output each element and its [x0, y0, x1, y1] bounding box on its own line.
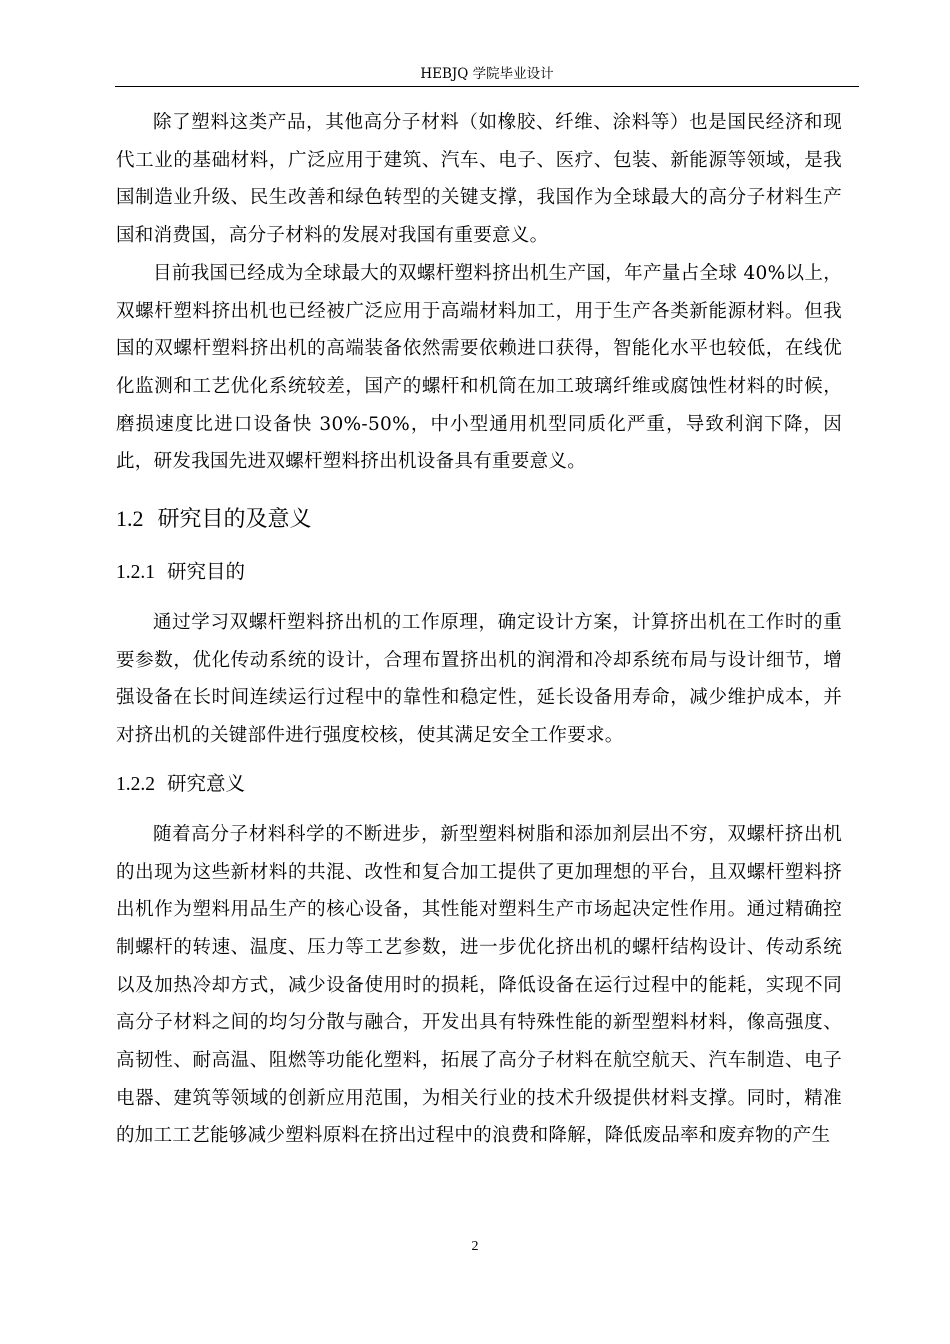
- paragraph-research-purpose: 通过学习双螺杆塑料挤出机的工作原理，确定设计方案，计算挤出机在工作时的重要参数，优化传动系统的设计，合理布置挤出机的润滑和冷却系统布局与设计细节，增强设备在长时间连续运行过程中的靠性和稳定性，延长设备用寿命，减少维护成本，并对挤出机的关键部件进行强度校核，使其满足安全工作要求。: [116, 612, 842, 747]
- header-title: HEBJQ 学院毕业设计: [420, 66, 554, 82]
- section-heading-1-2-2: [116, 769, 842, 800]
- section-title: 研究意义: [167, 771, 246, 795]
- paragraph-intro-polymers: 除了塑料这类产品，其他高分子材料（如橡胶、纤维、涂料等）也是国民经济和现代工业的基础材料，广泛应用于建筑、汽车、电子、医疗、包装、新能源等领域，是我国制造业升级、民生改善和绿色转型的关键支撑，我国作为全球最大的高分子材料生产国和消费国，高分子材料的发展对我国有重要意义。: [116, 112, 842, 247]
- section-heading-1-2-1: [116, 557, 842, 588]
- page-number: 2: [471, 1239, 479, 1254]
- section-title: 研究目的: [167, 560, 246, 584]
- section-number: 1.2.1: [116, 562, 155, 584]
- section-number: 1.2.2: [116, 773, 155, 795]
- section-title: 研究目的及意义: [157, 507, 312, 533]
- section-number: 1.2: [116, 506, 144, 532]
- section-heading-1-2: [116, 504, 842, 535]
- paragraph-extruder-status: 目前我国已经成为全球最大的双螺杆塑料挤出机生产国，年产量占全球 40%以上，双螺杆塑料挤出机也已经被广泛应用于高端材料加工，用于生产各类新能源材料。但我国的双螺杆塑料挤出机的高端装备依然需要依赖进口获得，智能化水平也较低，在线优化监测和工艺优化系统较差，国产的螺杆和机筒在加工玻璃纤维或腐蚀性材料的时候，磨损速度比进口设备快 30%-50%，中小型通用机型同质化严重，导致利润下降，因此，研发我国先进双螺杆塑料挤出机设备具有重要意义。: [116, 262, 842, 473]
- page-header: [115, 64, 859, 87]
- document-body: [116, 104, 842, 1155]
- paragraph-research-significance: 随着高分子材料科学的不断进步，新型塑料树脂和添加剂层出不穷，双螺杆挤出机的出现为这些新材料的共混、改性和复合加工提供了更加理想的平台，且双螺杆塑料挤出机作为塑料用品生产的核心设备，其性能对塑料生产市场起决定性作用。通过精确控制螺杆的转速、温度、压力等工艺参数，进一步优化挤出机的螺杆结构设计、传动系统以及加热冷却方式，减少设备使用时的损耗，降低设备在运行过程中的能耗，实现不同高分子材料之间的均匀分散与融合，开发出具有特殊性能的新型塑料材料，像高强度、高韧性、耐高温、阻燃等功能化塑料，拓展了高分子材料在航空航天、汽车制造、电子电器、建筑等领域的创新应用范围，为相关行业的技术升级提供材料支撑。同时，精准的加工工艺能够减少塑料原料在挤出过程中的浪费和降解，降低废品率和废弃物的产生: [116, 823, 842, 1147]
